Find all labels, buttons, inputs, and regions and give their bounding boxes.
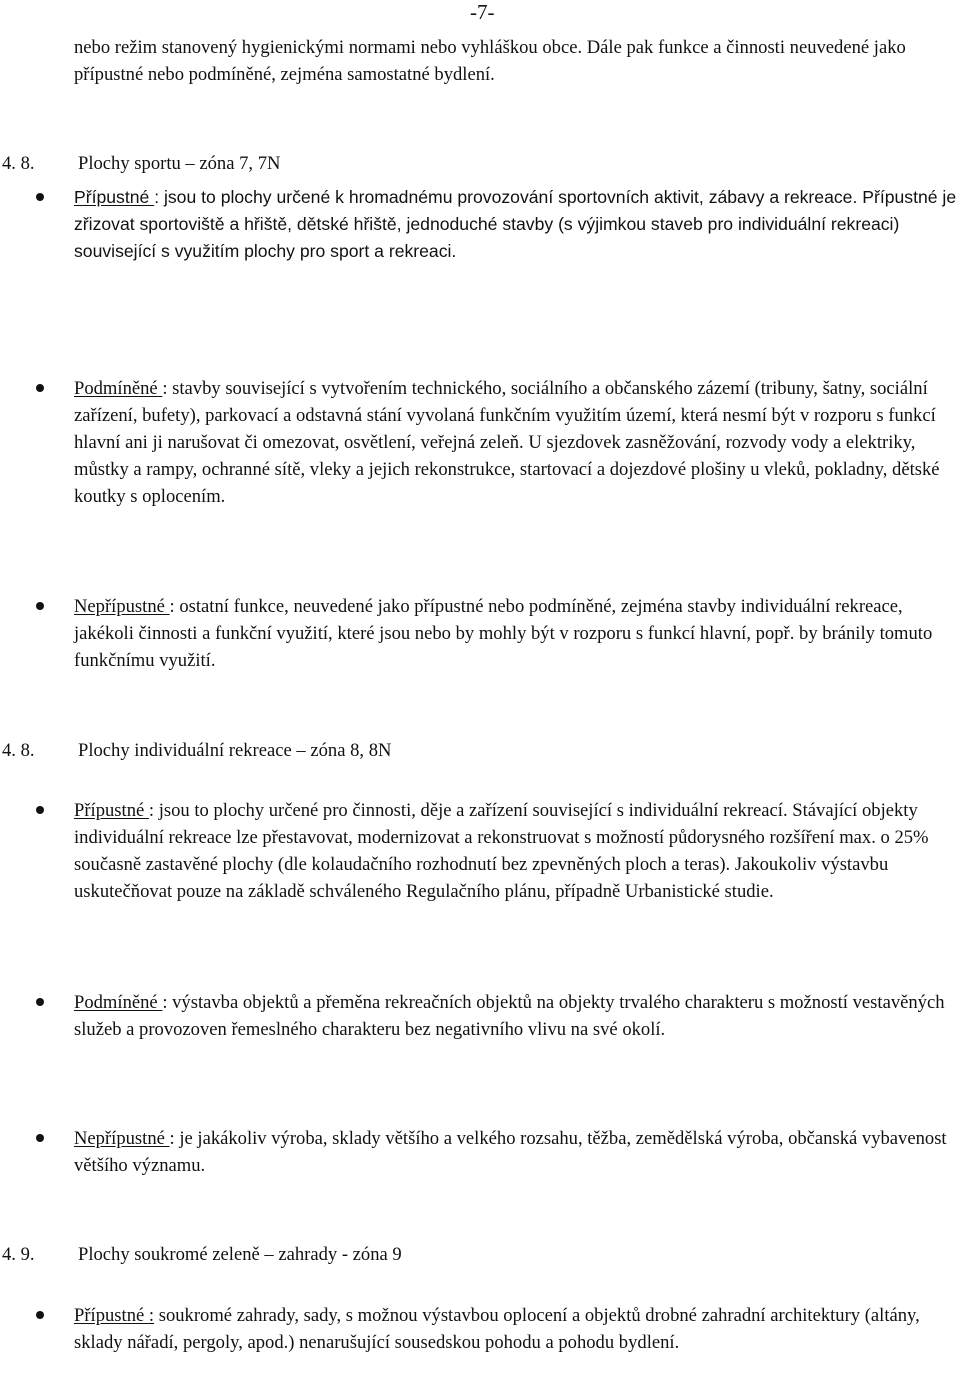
item-text: : výstavba objektů a přeměna rekreačních objektů na objekty trvalého charakteru s možností vestavěných služeb a provozoven řemeslného charakteru bez negativního vlivu na své okolí. bbox=[74, 992, 945, 1040]
item-extra-text: Přípustné je zřizovat sportoviště a hřiště, dětské hřiště, jednoduché stavby (s výjimkou staveb pro individuální rekreaci) související s využitím plochy pro sport a rekreaci. bbox=[74, 187, 957, 261]
bullet-icon bbox=[36, 602, 44, 610]
list-item-conditional bbox=[74, 375, 960, 510]
intro-paragraph: nebo režim stanovený hygienickými normami nebo vyhláškou obce. Dále pak funkce a činnosti neuvedené jako přípustné nebo podmíněné, zejména samostatné bydlení. bbox=[74, 37, 906, 85]
item-text: soukromé zahrady, sady, s možnou výstavbou oplocení a objektů drobné zahradní architektury (altány, sklady nářadí, pergoly, apod.) nenarušující sousedskou pohodu a pohodu bydlení. bbox=[74, 1305, 920, 1353]
page-number: -7- bbox=[470, 0, 495, 24]
bullet-icon bbox=[36, 1134, 44, 1142]
section-number: 4. 9. bbox=[2, 1244, 35, 1265]
bullet-icon bbox=[36, 998, 44, 1006]
item-label: Podmíněné bbox=[74, 992, 163, 1013]
list-item-prohibited bbox=[74, 593, 960, 674]
item-label: Nepřípustné bbox=[74, 1128, 170, 1149]
section-title: Plochy soukromé zeleně – zahrady - zóna 9 bbox=[78, 1244, 402, 1265]
list-item-conditional bbox=[74, 989, 960, 1043]
item-label: Přípustné bbox=[74, 800, 149, 821]
item-text: : je jakákoliv výroba, sklady většího a velkého rozsahu, těžba, zemědělská výroba, občanská vybavenost většího významu. bbox=[74, 1128, 947, 1176]
list-item-permitted bbox=[74, 1302, 960, 1356]
item-label: Přípustné : bbox=[74, 1305, 155, 1326]
item-text: : stavby související s vytvořením technického, sociálního a občanského zázemí (tribuny, šatny, sociální zařízení, bufety), parkovací a odstavná stání vyvolaná funkčním využitím území, která nesmí být v rozporu s funkcí hlavní ani ji narušovat či omezovat, osvětlení, veřejná zeleň. U sjezdovek zasněžování, rozvody vody a elektriky, můstky a rampy, ochranné sítě, vleky a jejich rekonstrukce, startovací a dojezdové plošiny u vleků, pokladny, dětské koutky s oplocením. bbox=[74, 378, 940, 507]
item-label: Podmíněné bbox=[74, 378, 163, 399]
bullet-icon bbox=[36, 193, 44, 201]
item-text: : ostatní funkce, neuvedené jako přípustné nebo podmíněné, zejména stavby individuální rekreace, jakékoli činnosti a funkční využití, které jsou nebo by mohly být v rozporu s funkcí hlavní, popř. by bránily tomuto funkčnímu využití. bbox=[74, 596, 933, 671]
bullet-icon bbox=[36, 806, 44, 814]
list-item-permitted bbox=[74, 184, 960, 265]
item-label: Přípustné bbox=[74, 187, 155, 207]
section-title: Plochy individuální rekreace – zóna 8, 8N bbox=[78, 740, 392, 761]
item-text: : jsou to plochy určené k hromadnému provozování sportovních aktivit, zábavy a rekreace. bbox=[154, 187, 858, 207]
item-text: : jsou to plochy určené pro činnosti, děje a zařízení související s individuální rekreací. Stávající objekty individuální rekreace lze přestavovat, modernizovat a rekonstruovat s možností půdorysného rozšíření max. o 25% současně zastavěné plochy (dle kolaudačního rozhodnutí bez zpevněných ploch a teras). Jakoukoliv výstavbu uskutečňovat pouze na základě schváleného Regulačního plánu, případně Urbanistické studie. bbox=[74, 800, 929, 902]
section-title: Plochy sportu – zóna 7, 7N bbox=[78, 153, 281, 174]
item-label: Nepřípustné bbox=[74, 596, 170, 617]
bullet-icon bbox=[36, 384, 44, 392]
bullet-icon bbox=[36, 1311, 44, 1319]
section-number: 4. 8. bbox=[2, 153, 35, 174]
list-item-permitted bbox=[74, 797, 960, 905]
section-number: 4. 8. bbox=[2, 740, 35, 761]
list-item-prohibited bbox=[74, 1125, 960, 1179]
